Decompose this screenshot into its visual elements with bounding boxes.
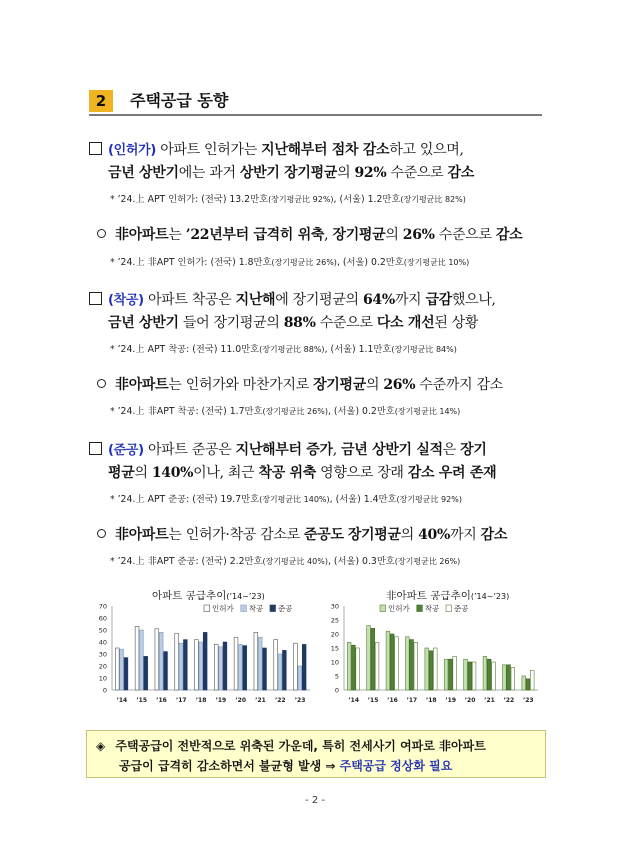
x-tick-label: ’19 xyxy=(215,697,227,704)
checkbox-icon xyxy=(89,442,102,455)
legend-swatch-착공 xyxy=(417,605,423,612)
bar-인허가-’20 xyxy=(234,637,238,690)
y-tick-label: 15 xyxy=(330,644,339,653)
summary-callout xyxy=(86,730,546,778)
x-tick-label: ’22 xyxy=(503,697,515,704)
x-tick-label: ’23 xyxy=(522,697,534,704)
circle-bullet-icon xyxy=(97,529,106,538)
x-tick-label: ’18 xyxy=(425,697,437,704)
y-tick-label: 30 xyxy=(330,602,339,611)
permits-line-1: (인허가) 아파트 인허가는 지난해부터 점차 감소하고 있으며, xyxy=(89,141,464,160)
x-tick-label: ’21 xyxy=(255,697,266,704)
section-title: 주택공급 동향 xyxy=(130,91,229,110)
bar-착공-’22 xyxy=(278,654,282,690)
bar-준공-’23 xyxy=(302,644,306,690)
bar-인허가-’16 xyxy=(155,629,159,690)
y-tick-label: 60 xyxy=(98,614,107,623)
legend-label-착공: 착공 xyxy=(424,604,440,613)
completions-sub-point: 非아파트는 인허가·착공 감소로 준공도 장기평균의 40%까지 감소 xyxy=(97,526,507,544)
page-number: - 2 - xyxy=(305,795,325,806)
bar-준공-’15 xyxy=(144,656,148,690)
y-tick-label: 20 xyxy=(330,630,339,639)
bar-착공-’14 xyxy=(352,645,356,690)
callout-line-2: 공급이 급격히 감소하면서 불균형 발생 ⇒ 주택공급 정상화 필요 xyxy=(119,759,453,773)
bar-착공-’21 xyxy=(258,637,262,690)
completions-line-2: 평균의 140%이나, 최근 착공 위축 영향으로 장래 감소 우려 존재 xyxy=(108,465,497,481)
legend-label-인허가: 인허가 xyxy=(388,604,410,613)
bar-착공-’17 xyxy=(410,640,414,690)
starts-note-2: * ’24.上 非APT 착공: (전국) 1.7만호(장기평균比 26%), (서울) 0.2만호(장기평균比 14%) xyxy=(110,406,461,417)
starts-line-2: 금년 상반기 들어 장기평균의 88% 수준으로 다소 개선된 상황 xyxy=(108,315,479,331)
bar-준공-’17 xyxy=(414,642,418,690)
section-divider xyxy=(89,114,542,116)
x-tick-label: ’20 xyxy=(235,697,247,704)
bar-준공-’18 xyxy=(433,648,437,690)
y-tick-label: 0 xyxy=(334,686,339,695)
bar-인허가-’21 xyxy=(254,632,258,690)
bar-준공-’16 xyxy=(164,652,168,690)
bar-준공-’20 xyxy=(243,646,247,690)
bar-준공-’21 xyxy=(263,648,267,690)
bar-준공-’23 xyxy=(530,670,534,690)
x-tick-label: ’17 xyxy=(406,697,418,704)
y-tick-label: 30 xyxy=(98,650,107,659)
legend-label-인허가: 인허가 xyxy=(212,604,234,613)
bar-착공-’19 xyxy=(449,659,453,690)
completions-note-1: * ’24.上 APT 준공: (전국) 19.7만호(장기평균比 140%), (서울) 1.4만호(장기평균比 92%) xyxy=(110,494,462,505)
bar-착공-’16 xyxy=(159,632,163,690)
circle-bullet-icon xyxy=(97,229,106,238)
bar-인허가-’15 xyxy=(367,626,371,690)
checkbox-icon xyxy=(89,142,102,155)
bar-인허가-’22 xyxy=(502,665,506,690)
y-tick-label: 40 xyxy=(98,638,107,647)
y-tick-label: 20 xyxy=(98,662,107,671)
x-tick-label: ’20 xyxy=(464,697,476,704)
legend-label-준공: 준공 xyxy=(278,604,293,613)
bar-준공-’14 xyxy=(356,648,360,690)
y-tick-label: 25 xyxy=(330,616,339,625)
x-tick-label: ’23 xyxy=(294,697,306,704)
y-tick-label: 70 xyxy=(98,602,107,611)
callout-line-1: ◈ 주택공급이 전반적으로 위축된 가운데, 특히 전세사기 여파로 非아파트 xyxy=(96,739,486,753)
section-number: 2 xyxy=(89,90,113,112)
apt-supply-chart xyxy=(86,600,316,712)
bar-인허가-’21 xyxy=(483,656,487,690)
bar-인허가-’18 xyxy=(195,640,199,690)
bar-착공-’17 xyxy=(179,643,183,690)
bar-준공-’20 xyxy=(472,662,476,690)
permits-line-2: 금년 상반기에는 과거 상반기 장기평균의 92% 수준으로 감소 xyxy=(108,165,474,181)
x-tick-label: ’17 xyxy=(175,697,187,704)
completions-note-2: * ’24.上 非APT 준공: (전국) 2.2만호(장기평균比 40%), (서울) 0.3만호(장기평균比 26%) xyxy=(110,556,461,567)
bar-인허가-’23 xyxy=(294,643,298,690)
nonapt-chart-title: 非아파트 공급추이(’14~’23) xyxy=(386,590,510,602)
bar-인허가-’23 xyxy=(522,676,526,690)
bar-준공-’19 xyxy=(453,656,457,690)
y-tick-label: 5 xyxy=(334,672,339,681)
bar-착공-’20 xyxy=(468,662,472,690)
bar-인허가-’17 xyxy=(405,637,409,690)
bar-인허가-’19 xyxy=(444,659,448,690)
x-tick-label: ’14 xyxy=(116,697,128,704)
bar-착공-’15 xyxy=(371,628,375,690)
starts-note-1: * ’24.上 APT 착공: (전국) 11.0만호(장기평균比 88%), (서울) 1.1만호(장기평균比 84%) xyxy=(110,344,457,355)
bar-착공-’15 xyxy=(140,630,144,690)
bar-착공-’20 xyxy=(239,644,243,690)
apt-chart-title: 아파트 공급추이(’14~’23) xyxy=(152,590,265,602)
legend-swatch-준공 xyxy=(270,605,276,612)
bar-준공-’16 xyxy=(395,637,399,690)
x-tick-label: ’15 xyxy=(136,697,148,704)
bar-준공-’15 xyxy=(375,642,379,690)
bar-준공-’19 xyxy=(223,642,227,690)
nonapt-supply-chart xyxy=(320,600,544,712)
bar-인허가-’18 xyxy=(425,648,429,690)
legend-label-착공: 착공 xyxy=(248,604,264,613)
y-tick-label: 10 xyxy=(330,658,339,667)
legend-swatch-인허가 xyxy=(204,605,210,612)
bar-인허가-’16 xyxy=(386,631,390,690)
bar-착공-’23 xyxy=(298,666,302,690)
bar-인허가-’19 xyxy=(214,644,218,690)
circle-bullet-icon xyxy=(97,379,106,388)
y-tick-label: 50 xyxy=(98,626,107,635)
legend-label-준공: 준공 xyxy=(454,604,469,613)
bar-인허가-’14 xyxy=(347,642,351,690)
bar-인허가-’14 xyxy=(115,648,119,690)
starts-sub-point: 非아파트는 인허가와 마찬가지로 장기평균의 26% 수준까지 감소 xyxy=(97,376,503,394)
checkbox-icon xyxy=(89,292,102,305)
bar-준공-’14 xyxy=(124,658,128,690)
x-tick-label: ’15 xyxy=(367,697,379,704)
legend-swatch-착공 xyxy=(241,605,247,612)
bar-준공-’22 xyxy=(282,650,286,690)
bar-인허가-’17 xyxy=(175,634,179,690)
bar-착공-’21 xyxy=(487,659,491,690)
x-tick-label: ’18 xyxy=(195,697,207,704)
completions-line-1: (준공) 아파트 준공은 지난해부터 증가, 금년 상반기 실적은 장기 xyxy=(89,441,487,460)
bar-착공-’18 xyxy=(199,642,203,690)
bar-준공-’18 xyxy=(203,632,207,690)
bar-착공-’19 xyxy=(219,647,223,690)
permits-note-1: * ’24.上 APT 인허가: (전국) 13.2만호(장기평균比 92%), (서울) 1.2만호(장기평균比 82%) xyxy=(110,194,466,205)
bar-준공-’21 xyxy=(492,662,496,690)
starts-line-1: (착공) 아파트 착공은 지난해에 장기평균의 64%까지 급감했으나, xyxy=(89,291,496,310)
bar-착공-’14 xyxy=(120,649,124,690)
bar-준공-’22 xyxy=(511,668,515,690)
x-tick-label: ’16 xyxy=(156,697,167,704)
permits-note-2: * ’24.上 非APT 인허가: (전국) 1.8만호(장기평균比 26%), (서울) 0.2만호(장기평균比 10%) xyxy=(110,257,470,268)
bar-준공-’17 xyxy=(183,640,187,690)
bar-착공-’16 xyxy=(390,634,394,690)
x-tick-label: ’22 xyxy=(274,697,286,704)
diamond-bullet-icon: ◈ xyxy=(96,739,106,753)
x-tick-label: ’19 xyxy=(445,697,457,704)
bar-인허가-’22 xyxy=(274,640,278,690)
x-tick-label: ’16 xyxy=(387,697,398,704)
bar-착공-’22 xyxy=(507,665,511,690)
legend-swatch-인허가 xyxy=(380,605,386,612)
bar-착공-’18 xyxy=(429,651,433,690)
x-tick-label: ’14 xyxy=(348,697,360,704)
x-tick-label: ’21 xyxy=(484,697,495,704)
bar-인허가-’15 xyxy=(135,626,139,690)
bar-착공-’23 xyxy=(526,679,530,690)
permits-sub-point: 非아파트는 ’22년부터 급격히 위축, 장기평균의 26% 수준으로 감소 xyxy=(97,226,522,244)
legend-swatch-준공 xyxy=(446,605,452,612)
bar-인허가-’20 xyxy=(464,659,468,690)
y-tick-label: 0 xyxy=(102,686,107,695)
y-tick-label: 10 xyxy=(98,674,107,683)
